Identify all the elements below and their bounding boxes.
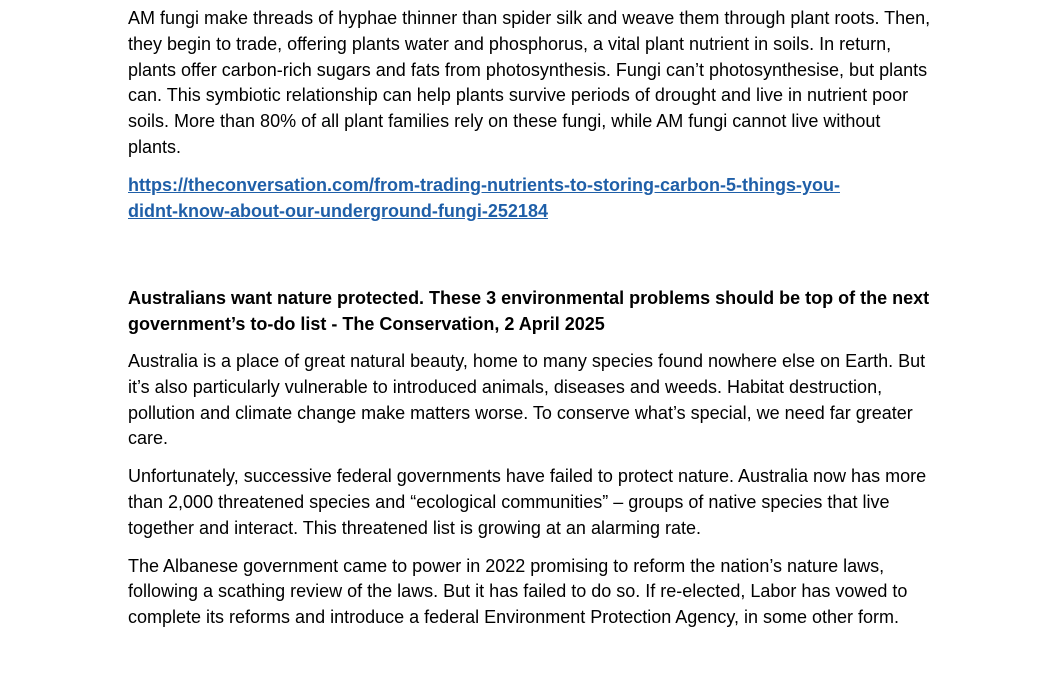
- article-link-line1[interactable]: https://theconversation.com/from-trading-nutrients-to-storing-carbon-5-things-you-: [128, 174, 840, 195]
- article-link[interactable]: [128, 173, 938, 225]
- article-link-line2[interactable]: didnt-know-about-our-underground-fungi-252184: [128, 200, 548, 221]
- fungi-paragraph: AM fungi make threads of hyphae thinner than spider silk and weave them through plant roots. Then, they begin to trade, offering plants water and phosphorus, a vital plant nutrient in soils. In return, plants offer carbon-rich sugars and fats from photosynthesis. Fungi can’t photosynthesise, but plants can. This symbiotic relationship can help plants survive periods of drought and live in nutrient poor soils. More than 80% of all plant families rely on these fungi, while AM fungi cannot live without plants.: [128, 8, 931, 157]
- body-paragraph-2: Unfortunately, successive federal governments have failed to protect nature. Australia now has more than 2,000 threatened species and “ecological communities” – groups of native species that live together and interact. This threatened list is growing at an alarming rate.: [128, 466, 927, 538]
- document-page: [128, 6, 938, 643]
- body-paragraph-1: Australia is a place of great natural beauty, home to many species found nowhere else on Earth. But it’s also particularly vulnerable to introduced animals, diseases and weeds. Habitat destruction, pollution and climate change make matters worse. To conserve what’s special, we need far greater care.: [128, 350, 926, 449]
- article-heading: Australians want nature protected. These 3 environmental problems should be top of the next government’s to-do list - The Conservation, 2 April 2025: [128, 288, 930, 335]
- section-gap: [128, 224, 938, 286]
- body-paragraph-3: The Albanese government came to power in 2022 promising to reform the nation’s nature laws, following a scathing review of the laws. But it has failed to do so. If re-elected, Labor has vowed to complete its reforms and introduce a federal Environment Protection Agency, in some other form.: [128, 555, 908, 628]
